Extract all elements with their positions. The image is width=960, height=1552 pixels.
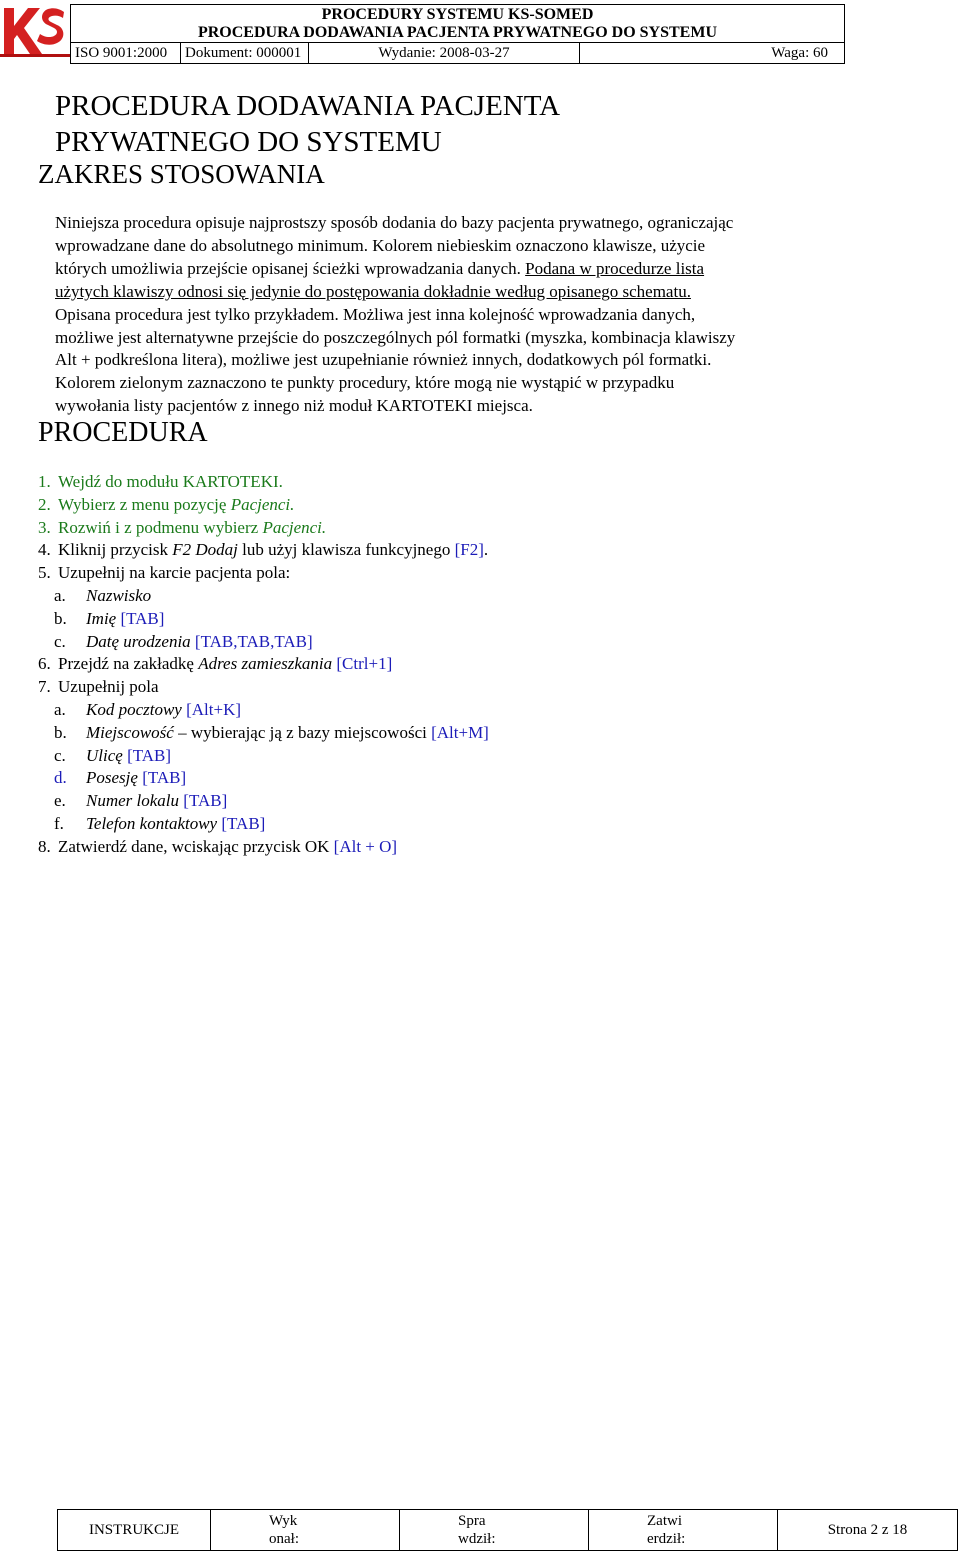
step-text: Wybierz z menu pozycję [58, 494, 231, 514]
footer-approved-by [589, 1510, 778, 1550]
step-italic: Kod pocztowy [86, 699, 182, 719]
step-italic: F2 Dodaj [172, 540, 238, 560]
step-number: a. [54, 585, 66, 605]
footer-category: INSTRUKCJE [58, 1510, 211, 1550]
step-number: d. [54, 768, 67, 788]
step-italic: Nazwisko [86, 585, 152, 605]
step-number: c. [54, 745, 66, 765]
footer-checked-by [400, 1510, 589, 1550]
step-number: f. [54, 813, 64, 833]
footer-page-number: Strona 2 z 18 [827, 1521, 908, 1538]
header-meta-row [71, 43, 844, 63]
footer-label: onał: [269, 1531, 299, 1547]
header-system-title: PROCEDURY SYSTEMU KS-SOMED [321, 6, 594, 23]
step-italic: Telefon kontaktowy [86, 813, 218, 833]
header-titles [71, 5, 844, 43]
step-key: [TAB,TAB,TAB] [194, 631, 313, 651]
step-7e [38, 790, 489, 813]
scope-paragraph [55, 212, 855, 418]
step-italic: Ulicę [86, 745, 123, 765]
document-header [0, 2, 845, 62]
step-key: [TAB] [127, 745, 172, 765]
paragraph-line: Opisana procedura jest tylko przykładem. Możliwa jest inna kolejność wprowadzania danych, [55, 304, 696, 324]
step-italic: Miejscowość [86, 722, 174, 742]
step-key: [Alt + O] [333, 836, 398, 856]
step-7b [38, 722, 489, 745]
footer-prepared-by [211, 1510, 400, 1550]
step-italic: Posesję [86, 768, 138, 788]
step-text: Uzupełnij na karcie pacjenta pola: [58, 563, 291, 583]
step-key: [Ctrl+1] [336, 654, 393, 674]
step-key: [Alt+M] [431, 722, 489, 742]
step-text: Wejdź do modułu KARTOTEKI. [58, 472, 283, 491]
step-italic: Datę urodzenia [86, 631, 191, 651]
paragraph-underlined-text: Podana w procedurze lista [525, 258, 705, 278]
step-number: 4. [38, 540, 51, 560]
step-text: Uzupełnij pola [58, 677, 159, 697]
step-key: [TAB] [221, 813, 266, 833]
step-text: Przejdź na zakładkę [58, 654, 199, 674]
paragraph-line: użytych klawiszy odnosi się jedynie do postępowania dokładnie według opisanego schematu. [55, 281, 691, 301]
footer-label: erdził: [647, 1531, 686, 1547]
step-7f [38, 813, 489, 836]
step-number: 2. [38, 494, 51, 514]
paragraph-line: Kolorem zielonym zaznaczono te punkty procedury, które mogą nie wystąpić w przypadku [55, 373, 675, 393]
step-number: 1. [38, 472, 51, 491]
step-key: [TAB] [142, 768, 187, 788]
paragraph-line: wywołania listy pacjentów z innego niż moduł KARTOTEKI miejsca. [55, 396, 533, 416]
scope-heading: ZAKRES STOSOWANIA [38, 159, 325, 189]
step-number: 3. [38, 517, 51, 537]
footer-label: Spra [458, 1513, 486, 1529]
step-number: a. [54, 699, 66, 719]
step-text: Zatwierdź dane, wciskając przycisk OK [58, 836, 334, 856]
step-italic: Pacjenci. [262, 517, 327, 537]
step-5c [38, 631, 489, 654]
header-weight: Waga: 60 [771, 45, 828, 61]
step-8 [38, 836, 489, 859]
step-7c [38, 745, 489, 768]
step-1 [38, 471, 489, 494]
header-document-number: Dokument: 000001 [181, 43, 309, 63]
header-table [70, 4, 845, 64]
step-text: – wybierając ją z bazy miejscowości [173, 722, 432, 742]
procedure-heading: PROCEDURA [38, 417, 208, 448]
step-6 [38, 653, 489, 676]
paragraph-text: których umożliwia przejście opisanej ścieżki wprowadzania danych. [55, 258, 526, 278]
step-number: 7. [38, 677, 51, 697]
step-key: [TAB] [183, 791, 228, 811]
paragraph-line: wprowadzane dane do absolutnego minimum. Kolorem niebieskim oznaczono klawisze, użycie [55, 235, 706, 255]
paragraph-line: Alt + podkreślona litera), możliwe jest uzupełnianie również innych, dodatkowych pól formatki. [55, 350, 712, 370]
footer-label: Zatwi [647, 1513, 682, 1529]
step-number: b. [54, 608, 67, 628]
footer-label: wdził: [458, 1531, 496, 1547]
step-4 [38, 539, 489, 562]
page-title-line: PRYWATNEGO DO SYSTEMU [55, 126, 442, 158]
step-5a [38, 585, 489, 608]
step-5 [38, 562, 489, 585]
step-italic: Pacjenci. [230, 494, 295, 514]
page-title-line: PROCEDURA DODAWANIA PACJENTA [55, 90, 561, 122]
paragraph-line [55, 258, 855, 281]
step-number: b. [54, 722, 67, 742]
step-2 [38, 494, 489, 517]
step-number: e. [54, 791, 66, 811]
step-number: 6. [38, 654, 51, 674]
footer-label: Wyk [269, 1513, 298, 1529]
header-iso: ISO 9001:2000 [71, 43, 181, 63]
step-number: 8. [38, 836, 51, 856]
company-logo [0, 2, 70, 60]
step-7 [38, 676, 489, 699]
header-edition: Wydanie: 2008-03-27 [309, 43, 580, 63]
step-text: lub użyj klawisza funkcyjnego [237, 540, 455, 560]
step-key: [Alt+K] [186, 699, 242, 719]
step-5b [38, 608, 489, 631]
procedure-steps [38, 471, 489, 859]
step-italic: Adres zamieszkania [198, 654, 333, 674]
step-text: Kliknij przycisk [58, 540, 173, 560]
paragraph-line: Niniejsza procedura opisuje najprostszy sposób dodania do bazy pacjenta prywatnego, ograniczając [55, 213, 734, 232]
step-number: c. [54, 631, 66, 651]
paragraph-line: możliwe jest alternatywne przejście do poszczególnych pól formatki (myszka, kombinacja klawiszy [55, 327, 736, 347]
step-7a [38, 699, 489, 722]
step-italic: Numer lokalu [86, 791, 180, 811]
step-key: [F2] [454, 540, 484, 560]
step-text: . [483, 540, 489, 560]
step-key: [TAB] [120, 608, 165, 628]
step-3 [38, 517, 489, 540]
document-footer [57, 1509, 958, 1551]
step-7d [38, 767, 489, 790]
header-procedure-title: PROCEDURA DODAWANIA PACJENTA PRYWATNEGO DO SYSTEMU [197, 24, 718, 41]
page-title [55, 88, 560, 160]
step-number: 5. [38, 563, 51, 583]
step-italic: Imię [86, 608, 117, 628]
step-text: Rozwiń i z podmenu wybierz [58, 517, 263, 537]
